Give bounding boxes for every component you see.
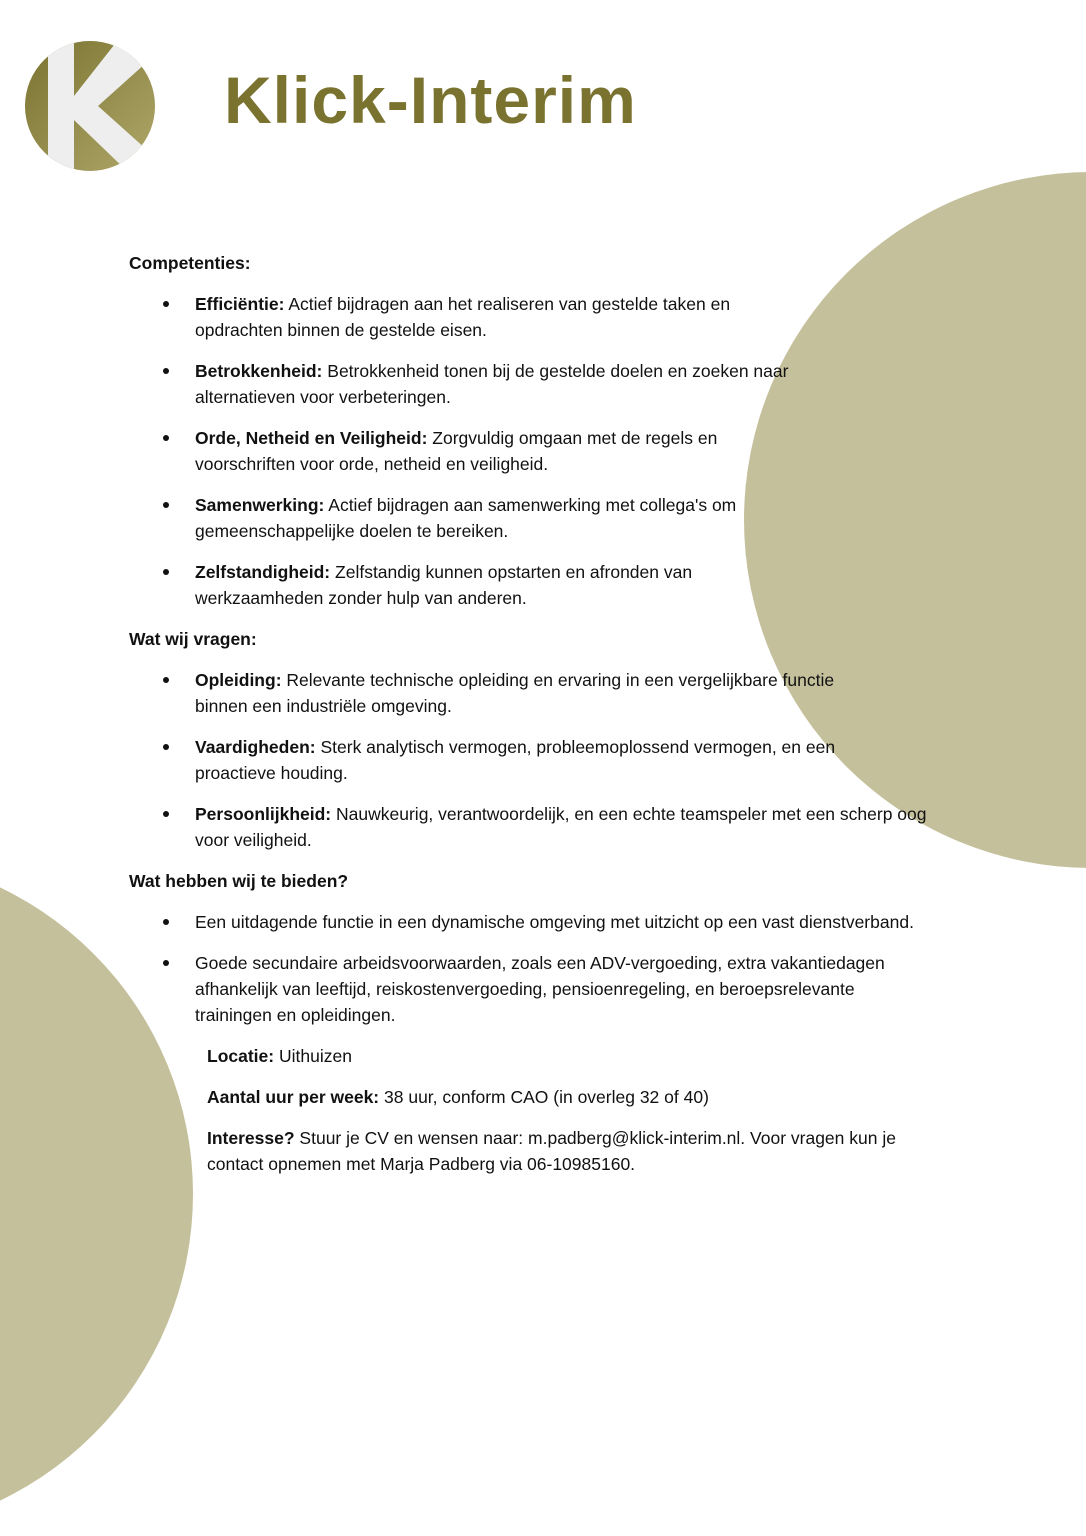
k-logo-icon	[24, 40, 156, 172]
item-text: Sterk analytisch vermogen, probleemoplossend vermogen, en een proactieve houding.	[195, 737, 836, 783]
item-text: Zelfstandig kunnen opstarten en afronden van werkzaamheden zonder hulp van anderen.	[195, 562, 693, 608]
item-term: Orde, Netheid en Veiligheid:	[195, 428, 428, 448]
offer-heading: Wat hebben wij te bieden?	[129, 871, 349, 891]
hours-value: 38 uur, conform CAO (in overleg 32 of 40)	[384, 1087, 709, 1107]
item-term: Persoonlijkheid:	[195, 804, 332, 824]
list-item	[129, 425, 795, 477]
list-item	[129, 667, 855, 719]
list-item	[129, 801, 955, 853]
list-item	[129, 559, 795, 611]
location-label: Locatie:	[207, 1046, 275, 1066]
competencies-heading: Competenties:	[129, 253, 251, 273]
offer-list	[129, 909, 969, 1028]
list-item	[129, 734, 855, 786]
item-text: Actief bijdragen aan samenwerking met collega's om gemeenschappelijke doelen te bereiken.	[195, 495, 737, 541]
bullet-icon	[163, 502, 169, 508]
item-term: Betrokkenheid:	[195, 361, 323, 381]
item-term: Opleiding:	[195, 670, 282, 690]
bullet-icon	[163, 677, 169, 683]
item-term: Efficiëntie:	[195, 294, 285, 314]
item-text: Relevante technische opleiding en ervaring in een vergelijkbare functie binnen een industriële omgeving.	[195, 670, 835, 716]
list-item	[129, 291, 795, 343]
item-term: Zelfstandigheid:	[195, 562, 331, 582]
bullet-icon	[163, 435, 169, 441]
requirements-heading: Wat wij vragen:	[129, 629, 257, 649]
list-item	[129, 492, 795, 544]
item-text: Actief bijdragen aan het realiseren van gestelde taken en opdrachten binnen de gestelde eisen.	[195, 294, 731, 340]
item-text: Nauwkeurig, verantwoordelijk, en een echte teamspeler met een scherp oog voor veiligheid.	[195, 804, 927, 850]
list-item	[129, 950, 935, 1028]
bullet-icon	[163, 744, 169, 750]
vacancy-content	[129, 250, 969, 1192]
item-text: Betrokkenheid tonen bij de gestelde doelen en zoeken naar alternatieven voor verbeteringen.	[195, 361, 789, 407]
bullet-icon	[163, 368, 169, 374]
bullet-icon	[163, 569, 169, 575]
location-line	[129, 1043, 947, 1069]
list-item	[129, 909, 1015, 935]
competencies-list	[129, 291, 969, 611]
list-item	[129, 358, 795, 410]
bullet-icon	[163, 919, 169, 925]
bullet-icon	[163, 301, 169, 307]
bullet-icon	[163, 960, 169, 966]
item-term: Vaardigheden:	[195, 737, 316, 757]
item-text: Goede secundaire arbeidsvoorwaarden, zoals een ADV-vergoeding, extra vakantiedagen afhankelijk van leeftijd, reiskostenvergoeding, pensioenregeling, en beroepsrelevante trainingen en opleidingen.	[195, 953, 885, 1025]
bullet-icon	[163, 811, 169, 817]
contact-label: Interesse?	[207, 1128, 295, 1148]
brand-name: Klick-Interim	[224, 63, 637, 137]
item-term: Samenwerking:	[195, 495, 325, 515]
contact-value: Stuur je CV en wensen naar: m.padberg@klick-interim.nl. Voor vragen kun je contact opnemen met Marja Padberg via 06-10985160.	[207, 1128, 896, 1174]
item-text: Een uitdagende functie in een dynamische omgeving met uitzicht op een vast dienstverband.	[195, 912, 914, 932]
contact-line	[129, 1125, 947, 1177]
hours-line	[129, 1084, 947, 1110]
location-value: Uithuizen	[278, 1046, 352, 1066]
hours-label: Aantal uur per week:	[207, 1087, 380, 1107]
requirements-list	[129, 667, 969, 853]
item-text: Zorgvuldig omgaan met de regels en voorschriften voor orde, netheid en veiligheid.	[195, 428, 718, 474]
